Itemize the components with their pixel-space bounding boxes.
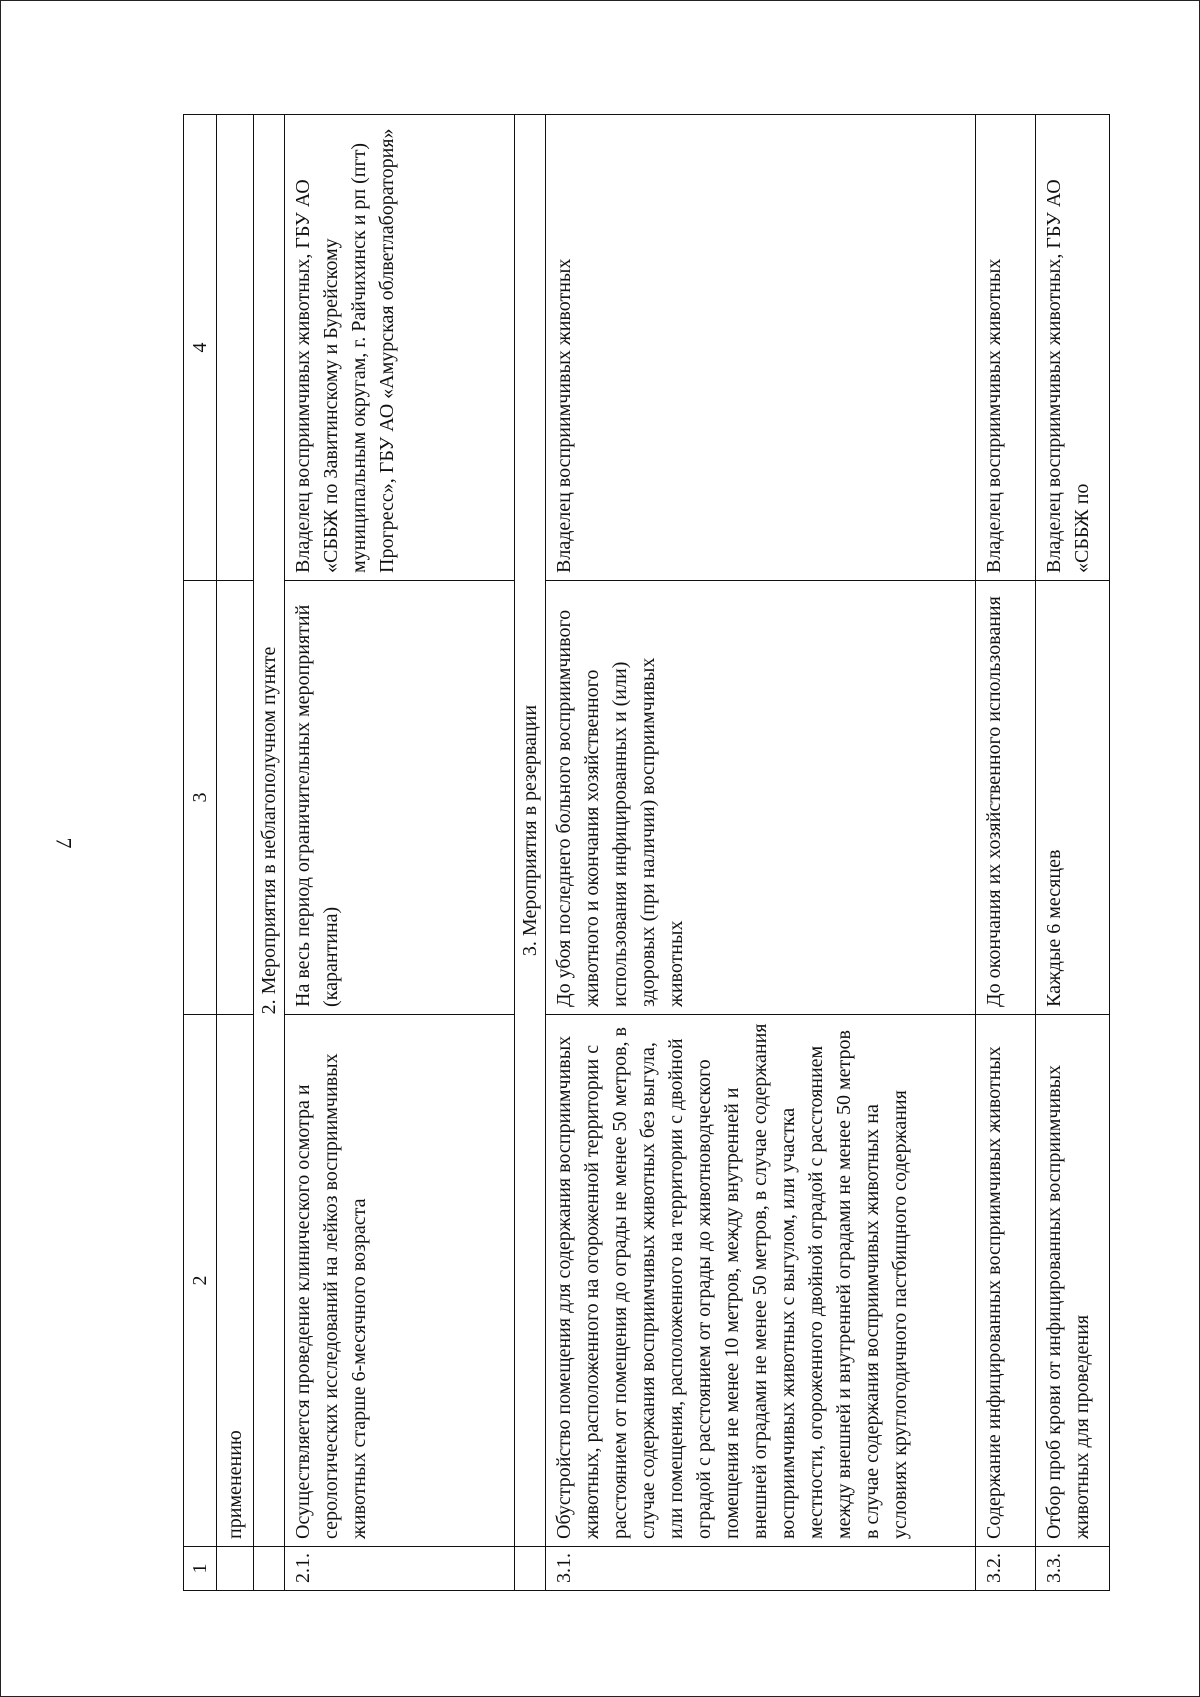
row-term: До окончания их хозяйственного использования — [976, 581, 1036, 1015]
row-measure: Обустройство помещения для содержания восприимчивых животных, расположенного на огороженной территории с расстоянием от помещения до ограды не менее 50 метров, в случае содержания восприимчивых животных без выгула, или помещения, расположенного на территории с двойной оградой с расстоянием от ограды до животноводческого помещения не менее 10 метров, между внутренней и внешней оградами не менее 50 метров, в случае содержания восприимчивых животных с выгулом, или участка местности, огороженного двойной оградой с расстоянием между внешней и внутренней оградами не менее 50 метров в случае содержания восприимчивых животных на условиях круглогодичного пастбищного содержания — [546, 1015, 976, 1547]
header-col-1: 1 — [184, 1547, 217, 1591]
section-2-title: 2. Мероприятия в неблагополучном пункте — [254, 115, 285, 1547]
continuation-term — [217, 581, 254, 1015]
row-number: 2.1. — [285, 1547, 515, 1591]
row-responsible: Владелец восприимчивых животных — [546, 115, 976, 581]
table-row — [546, 115, 976, 1591]
section-3-num-cell — [515, 1547, 546, 1591]
section-2-num-cell — [254, 1547, 285, 1591]
row-number: 3.3. — [1036, 1547, 1110, 1591]
table-row — [976, 115, 1036, 1591]
measures-table — [183, 114, 1110, 1591]
table-row — [1036, 115, 1110, 1591]
row-term: На весь период ограничительных мероприятий (карантина) — [285, 581, 515, 1015]
rotated-table-container — [183, 115, 1093, 1591]
row-term: Каждые 6 месяцев — [1036, 581, 1110, 1015]
section-2-header-row — [254, 115, 285, 1591]
section-3-title: 3. Мероприятия в резервации — [515, 115, 546, 1547]
continuation-responsible — [217, 115, 254, 581]
row-responsible: Владелец восприимчивых животных — [976, 115, 1036, 581]
header-col-4: 4 — [184, 115, 217, 581]
page-number: 7 — [51, 837, 77, 849]
row-measure: Содержание инфицированных восприимчивых животных — [976, 1015, 1036, 1547]
header-col-3: 3 — [184, 581, 217, 1015]
table-row — [285, 115, 515, 1591]
row-term: До убоя последнего больного восприимчивого животного и окончания хозяйственного использования инфицированных и (или) здоровых (при наличии) восприимчивых животных — [546, 581, 976, 1015]
continuation-row — [217, 115, 254, 1591]
row-measure: Отбор проб крови от инфицированных восприимчивых животных для проведения — [1036, 1015, 1110, 1547]
continuation-measure: применению — [217, 1015, 254, 1547]
section-3-header-row — [515, 115, 546, 1591]
row-number: 3.1. — [546, 1547, 976, 1591]
header-row — [184, 115, 217, 1591]
row-number: 3.2. — [976, 1547, 1036, 1591]
header-col-2: 2 — [184, 1015, 217, 1547]
row-responsible: Владелец восприимчивых животных, ГБУ АО «СББЖ по Завитинскому и Бурейскому муниципальным округам, г. Райчихинск и рп (пгт) Прогресс», ГБУ АО «Амурская облветлаборатория» — [285, 115, 515, 581]
row-responsible: Владелец восприимчивых животных, ГБУ АО «СББЖ по — [1036, 115, 1110, 581]
row-measure: Осуществляется проведение клинического осмотра и серологических исследований на лейкоз восприимчивых животных старше 6-месячного возраста — [285, 1015, 515, 1547]
continuation-num — [217, 1547, 254, 1591]
